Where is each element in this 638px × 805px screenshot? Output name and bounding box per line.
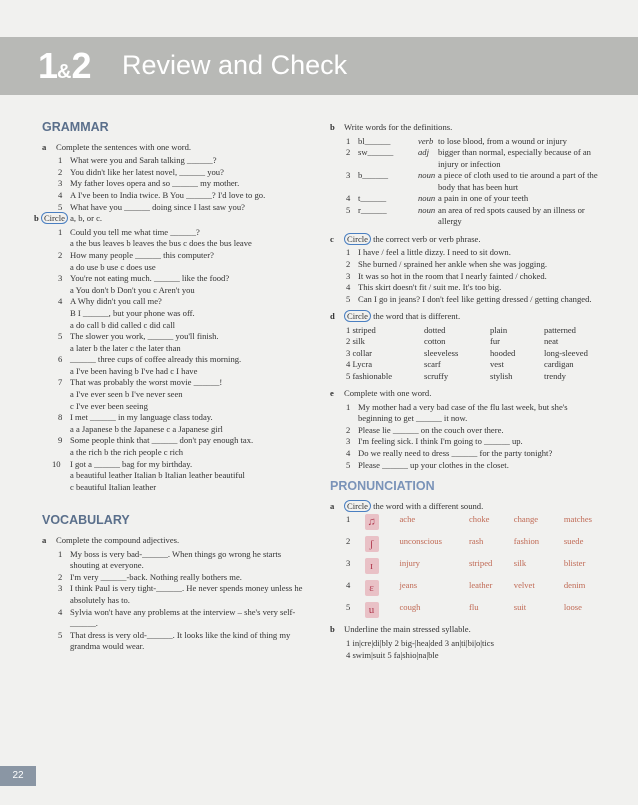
grammar-exercise-a: a Complete the sentences with one word. 1 What were you and Sarah talking ______? 2 You didn't like her latest novel, ______ you? 3 My father loves opera and so ______ my mother. 4 A I've been to India twice. B You ______? I'd love to go. 5 What have you ______ doing since I last saw you? (42, 141, 266, 212)
circle-mark: Circle (344, 310, 371, 322)
vocabulary-exercise-a: a Complete the compound adjectives. 1 My boss is very bad-______. When things go wrong he starts shouting at everyone. 2 I'm very ______-back. Nothing really bothers me. 3 I think Paul is very tight-______. He never spends money unless he absolutely has to. 4 Sylvia won't have any problems at the interview – she's very self-______. 5 That dress is very old-______. It looks like the kind of thing my grandma would wear. (42, 535, 303, 652)
vocabulary-heading: VOCABULARY (42, 513, 130, 528)
vocabulary-exercise-c: c Circle the correct verb or verb phrase. 1 I have / feel a little dizzy. I need to sit down. 2 She burned / sprained her ankle when she was jogging. 3 It was so hot in the room that I nearly fainted / choked. 4 This skirt doesn't fit / suit me. It's too big. 5 Can I go in jeans? I don't feel like getting dressed / getting changed. (330, 233, 592, 304)
circle-mark: Circle (41, 212, 68, 224)
vocabulary-exercise-e: e Complete with one word. 1 My mother had a very bad case of the flu last week, but she's beginning to get ______ it now. 2 Please lie ______ on the couch over there. 3 I'm feeling sick. I think I'm going to ______ up. 4 Do we really need to dress ______ for the party tonight? 5 Please ______ up your clothes in the closet. (330, 387, 568, 470)
circle-mark: Circle (344, 500, 371, 512)
circle-mark: Circle (344, 233, 371, 245)
grammar-exercise-b: b Circle a, b, or c. 1 Could you tell me what time ______? a the bus leaves b leaves the bus c does the bus leave 2 How many people ______ this computer? a do use b use c does use 3 You're not eating much. ______ like the food? a You don't b Don't you c Aren't you 4 A Why didn't you call me? B I ______, but your phone was off. a do call b did called c did call 5 The slower you work, ______ you'll finish. a later b the later c the later than 6 ______ three cups of coffee already this morning. a I've been having b I've had c I have 7 That was probably the worst movie ______! a I've ever seen b I've never seen c I've ever been seeing 8 I met ______ in my language class today. a a Japanese b the Japanese c a Japanese girl 9 Some people think that ______ don't pay enough tax. a the rich b the rich people c rich 10 I got a ______ bag for my birthday. a beautiful leather Italian b Italian leather beautiful c beautiful Italian leather (34, 213, 254, 492)
pronunciation-exercise-a: a Circle the word with a different sound. 1 ♫ ache choke change matches 2 ʃ unconscious rash fashion suede 3 ɪ injury striped silk blister 4 ɛ jeans leather velvet denim 5 u cough flu suit loose (330, 501, 600, 625)
vocabulary-exercise-b: b Write words for the definitions. 1 bl______ verb to lose blood, from a wound or injury 2 sw______ adj bigger than normal, especially because of an injury or infection 3 b______ noun a piece of cloth used to tie around a part of the body that has been hurt 4 t______ noun a pain in one of your teeth 5 r______ noun an area of red spots caused by an illness or allergy (330, 122, 598, 227)
page-number: 22 (0, 766, 36, 786)
pronunciation-heading: PRONUNCIATION (330, 479, 435, 494)
sound-picture-icon: ♫ (365, 514, 379, 530)
right-column (330, 122, 600, 661)
left-column (34, 120, 312, 653)
sound-picture-icon: ɛ (365, 580, 379, 596)
sound-picture-icon: u (365, 602, 379, 618)
sound-table: 1 ♫ ache choke change matches 2 ʃ unconscious rash fashion suede 3 ɪ injury striped silk blister 4 ɛ jeans leather velvet denim 5 u cough flu suit loose (346, 514, 592, 617)
pronunciation-exercise-b: b Underline the main stressed syllable. 1 in|cre|di|bly 2 big-|hea|ded 3 an|ti|bi|o|tics 4 swim|suit 5 fa|shio|na|ble (330, 624, 494, 660)
vocabulary-exercise-d: d Circle the word that is different. 1 striped dotted plain patterned 2 silk cotton fur neat 3 collar sleeveless hooded long-sleeved 4 Lycra scarf vest cardigan 5 fashionable scruffy stylish trendy (330, 311, 600, 382)
odd-one-out-table: 1 striped dotted plain patterned 2 silk cotton fur neat 3 collar sleeveless hooded long-sleeved 4 Lycra scarf vest cardigan 5 fashionable scruffy stylish trendy (346, 324, 588, 381)
sound-picture-icon: ɪ (365, 558, 379, 574)
sound-picture-icon: ʃ (365, 536, 379, 552)
grammar-heading: GRAMMAR (42, 120, 109, 134)
title-banner (0, 37, 638, 95)
page-title: Review and Check (122, 50, 348, 80)
unit-number: 1&2 (38, 45, 91, 86)
